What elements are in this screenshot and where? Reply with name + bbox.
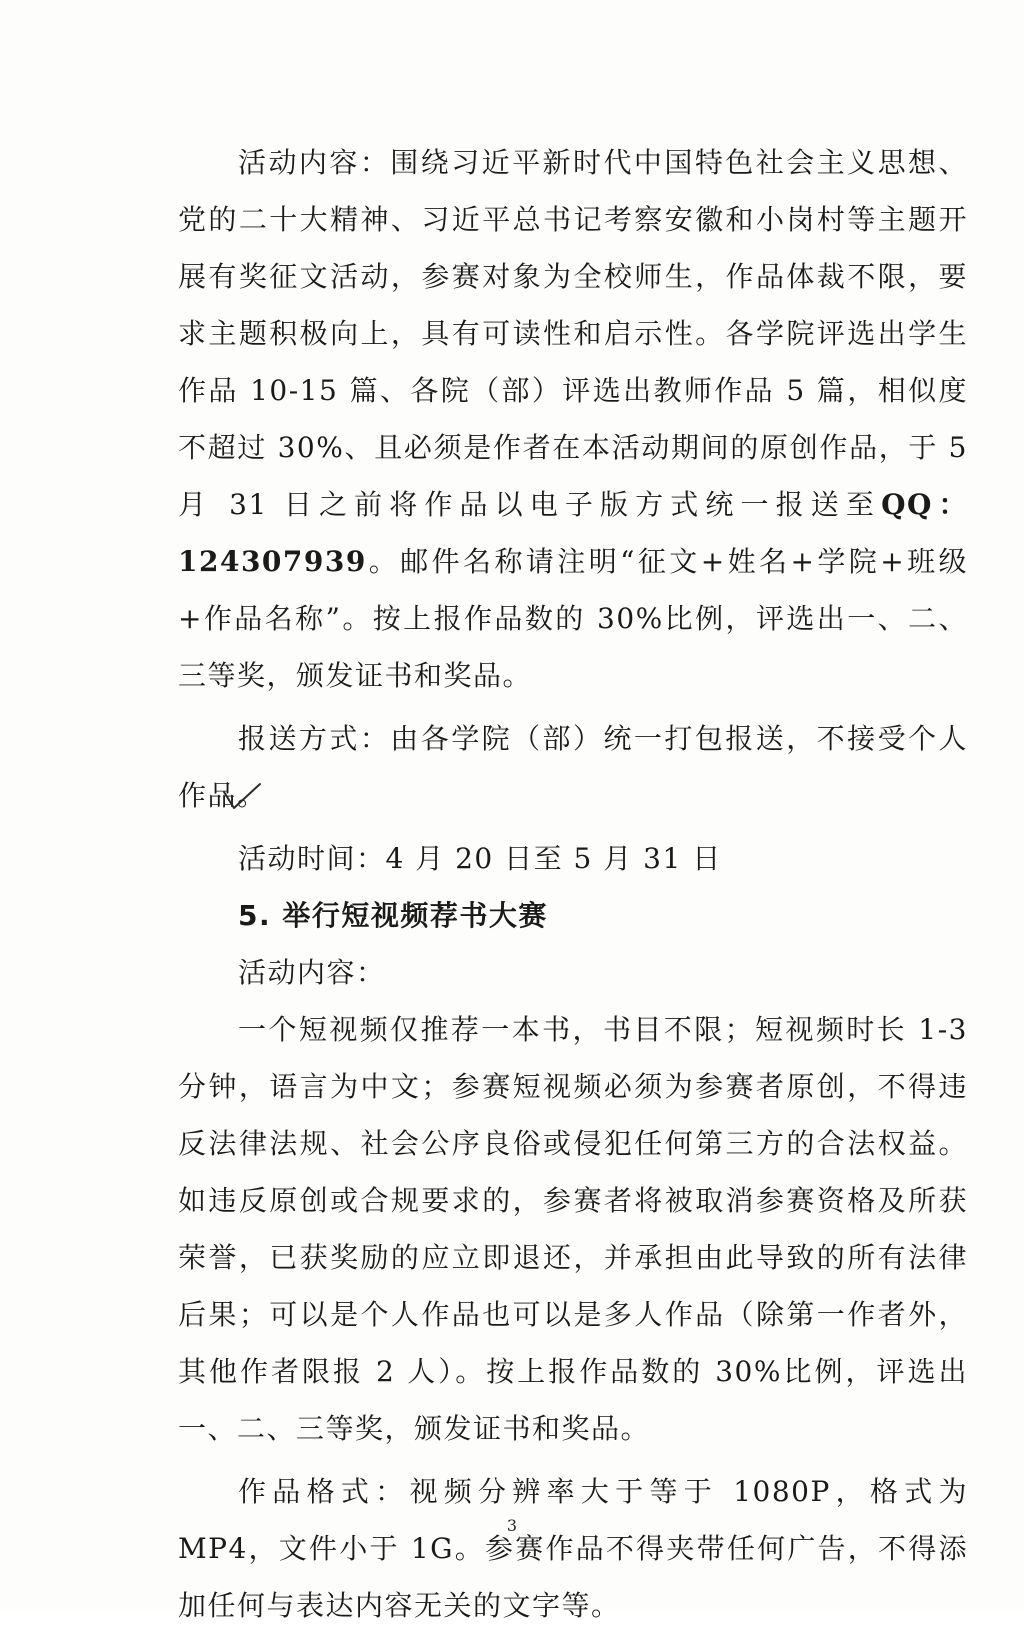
essay-contest-text: 活动内容：围绕习近平新时代中国特色社会主义思想、党的二十大精神、习近平总书记考察安徽和小岗村等主题开展有奖征文活动，参赛对象为全校师生，作品体裁不限，要求主题积极向上，具有可读性和启示性。各学院评选出学生作品 10-15 篇、各院（部）评选出教师作品 5 篇，相似度不超过 30%、且必须是作者在本活动期间的原创作品，于 5 月 31 日之前将作品以电子版方式统一报送至 (178, 146, 968, 521)
section-heading-short-video: 5. 举行短视频荐书大赛 (238, 899, 548, 932)
page-number: 3 (506, 1516, 518, 1535)
activity-content-label: 活动内容： (238, 956, 386, 989)
essay-contest-tail: 。邮件名称请注明“征文+姓名+学院+班级+作品名称”。按上报作品数的 30%比例，评选出一、二、三等奖，颁发证书和奖品。 (178, 545, 968, 692)
qq-contact: QQ：124307939 (178, 488, 968, 578)
submission-method-paragraph: 报送方式：由各学院（部）统一打包报送，不接受个人作品。 (178, 722, 968, 812)
activity-time-paragraph: 活动时间：4 月 20 日至 5 月 31 日 (238, 842, 722, 875)
document-body (178, 134, 968, 1640)
essay-contest-paragraph (178, 134, 968, 704)
short-video-rules-paragraph: 一个短视频仅推荐一本书，书目不限；短视频时长 1-3 分钟，语言为中文；参赛短视频必须为参赛者原创，不得违反法律法规、社会公序良俗或侵犯任何第三方的合法权益。如违反原创或合规要求的，参赛者将被取消参赛资格及所获荣誉，已获奖励的应立即退还，并承担由此导致的所有法律后果；可以是个人作品也可以是多人作品（除第一作者外，其他作者限报 2 人）。按上报作品数的 30%比例，评选出一、二、三等奖，颁发证书和奖品。 (178, 1013, 968, 1445)
handwritten-check-mark-icon (222, 782, 262, 812)
work-format-paragraph: 作品格式：视频分辨率大于等于 1080P，格式为 MP4，文件小于 1G。参赛作品不得夹带任何广告，不得添加任何与表达内容无关的文字等。 (178, 1475, 968, 1622)
